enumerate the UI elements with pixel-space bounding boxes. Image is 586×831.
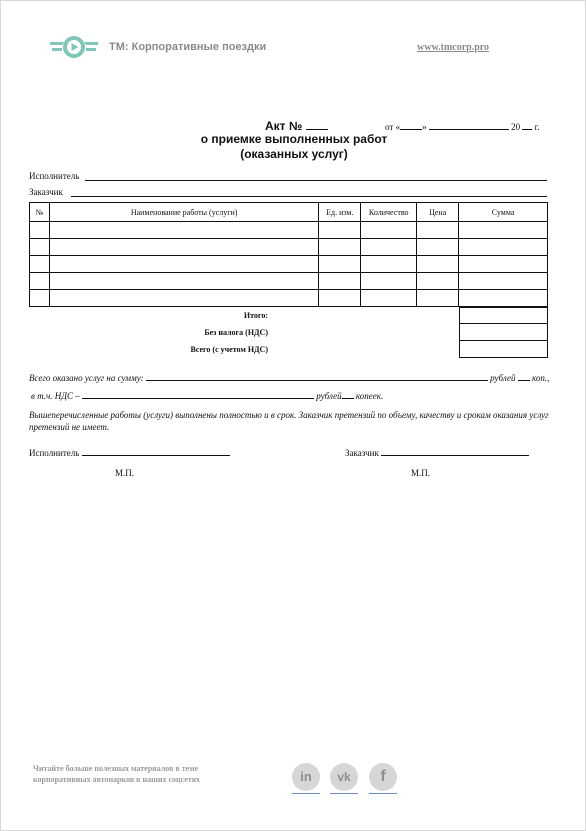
table-cell[interactable] [361, 256, 417, 273]
table-cell[interactable] [417, 273, 459, 290]
table-cell[interactable] [459, 239, 548, 256]
total-sum-line [29, 371, 549, 383]
vk-underline [330, 793, 358, 794]
customer-signature [345, 446, 529, 458]
linkedin-underline [292, 793, 320, 794]
table-cell[interactable] [30, 290, 50, 307]
executor-stamp: М.П. [115, 468, 135, 478]
customer-row [29, 187, 547, 199]
no-vat-label: Без налога (НДС) [204, 328, 268, 337]
table-cell[interactable] [417, 222, 459, 239]
table-cell[interactable] [30, 222, 50, 239]
kop-label: коп., [532, 373, 550, 383]
customer-sign-line[interactable] [381, 446, 529, 456]
vat-kop-blank[interactable] [342, 389, 354, 399]
month-blank [429, 121, 509, 130]
column-header: № [30, 203, 50, 222]
act-number-blank [306, 119, 328, 130]
table-cell[interactable] [49, 290, 318, 307]
table-cell[interactable] [459, 222, 548, 239]
table-cell[interactable] [319, 222, 361, 239]
kopeks-label: копеек. [355, 391, 384, 401]
column-header: Количество [361, 203, 417, 222]
company-logo-icon [50, 34, 98, 62]
act-date [385, 121, 540, 132]
table-cell[interactable] [30, 256, 50, 273]
column-header: Ед. изм. [319, 203, 361, 222]
executor-row [29, 171, 547, 183]
with-vat-label: Всего (с учетом НДС) [190, 345, 268, 354]
customer-line[interactable] [71, 196, 547, 197]
vk-icon[interactable]: vk [330, 763, 358, 791]
customer-label: Заказчик [29, 187, 63, 197]
footer-text [33, 763, 253, 785]
rubles-label: рублей [490, 373, 516, 383]
act-date-from: от « [385, 122, 401, 132]
vat-sum-line [31, 389, 383, 401]
table-cell[interactable] [417, 239, 459, 256]
act-year-suffix: г. [534, 122, 540, 132]
table-cell[interactable] [49, 222, 318, 239]
table-cell[interactable] [49, 256, 318, 273]
table-cell[interactable] [459, 290, 548, 307]
vat-label: в т.ч. НДС – [31, 391, 80, 401]
table-cell[interactable] [30, 273, 50, 290]
table-cell[interactable] [319, 256, 361, 273]
act-year: 20 [511, 122, 521, 132]
total-sum-label: Всего оказано услуг на сумму: [29, 373, 144, 383]
vat-sum-blank[interactable] [82, 389, 314, 399]
table-row [30, 222, 548, 239]
act-date-close: » [422, 122, 427, 132]
table-cell[interactable] [319, 239, 361, 256]
table-cell[interactable] [361, 273, 417, 290]
table-row [30, 256, 548, 273]
column-header: Наименование работы (услуги) [49, 203, 318, 222]
customer-stamp: М.П. [411, 468, 431, 478]
subtitle-line2: (оказанных услуг) [240, 147, 348, 161]
table-cell[interactable] [319, 273, 361, 290]
no-vat-value-cell[interactable] [459, 324, 548, 341]
rubles2-label: рублей [316, 391, 342, 401]
table-cell[interactable] [49, 239, 318, 256]
executor-signature [29, 446, 230, 458]
table-cell[interactable] [459, 273, 548, 290]
executor-sign-label: Исполнитель [29, 448, 80, 458]
day-blank [400, 121, 422, 130]
executor-sign-line[interactable] [82, 446, 230, 456]
customer-sign-label: Заказчик [345, 448, 379, 458]
table-cell[interactable] [30, 239, 50, 256]
table-cell[interactable] [361, 239, 417, 256]
services-table [29, 202, 548, 307]
total-value-cell[interactable] [459, 307, 548, 324]
subtitle-line1: о приемке выполненных работ [200, 132, 388, 146]
table-row [30, 290, 548, 307]
facebook-underline [369, 793, 397, 794]
table-cell[interactable] [361, 290, 417, 307]
column-header: Цена [417, 203, 459, 222]
act-title [265, 119, 328, 133]
acceptance-note: Вышеперечисленные работы (услуги) выполнены полностью и в срок. Заказчик претензий по объему, качеству и срокам оказания услуг претензий не имеет. [29, 410, 549, 432]
act-title-label: Акт № [265, 119, 303, 133]
facebook-icon[interactable]: f [369, 763, 397, 791]
act-subtitle [1, 132, 586, 162]
executor-line[interactable] [85, 180, 547, 181]
table-cell[interactable] [361, 222, 417, 239]
executor-label: Исполнитель [29, 171, 80, 181]
total-label: Итого: [243, 311, 268, 320]
footer-line2: корпоративных автопарков в наших соцсетях [33, 775, 200, 784]
footer-line1: Читайте больше полезных материалов в теме [33, 764, 199, 773]
kop-blank[interactable] [518, 371, 530, 381]
linkedin-icon[interactable]: in [292, 763, 320, 791]
with-vat-value-cell[interactable] [459, 341, 548, 358]
column-header: Сумма [459, 203, 548, 222]
table-cell[interactable] [49, 273, 318, 290]
table-cell[interactable] [417, 256, 459, 273]
table-cell[interactable] [319, 290, 361, 307]
table-cell[interactable] [459, 256, 548, 273]
table-cell[interactable] [417, 290, 459, 307]
website-link[interactable]: www.tmcorp.pro [417, 42, 490, 53]
table-row [30, 273, 548, 290]
year-blank [522, 121, 532, 130]
total-sum-blank[interactable] [146, 371, 488, 381]
table-row [30, 239, 548, 256]
brand-name: TM: Корпоративные поездки [109, 41, 267, 53]
table-header-row [30, 203, 548, 222]
